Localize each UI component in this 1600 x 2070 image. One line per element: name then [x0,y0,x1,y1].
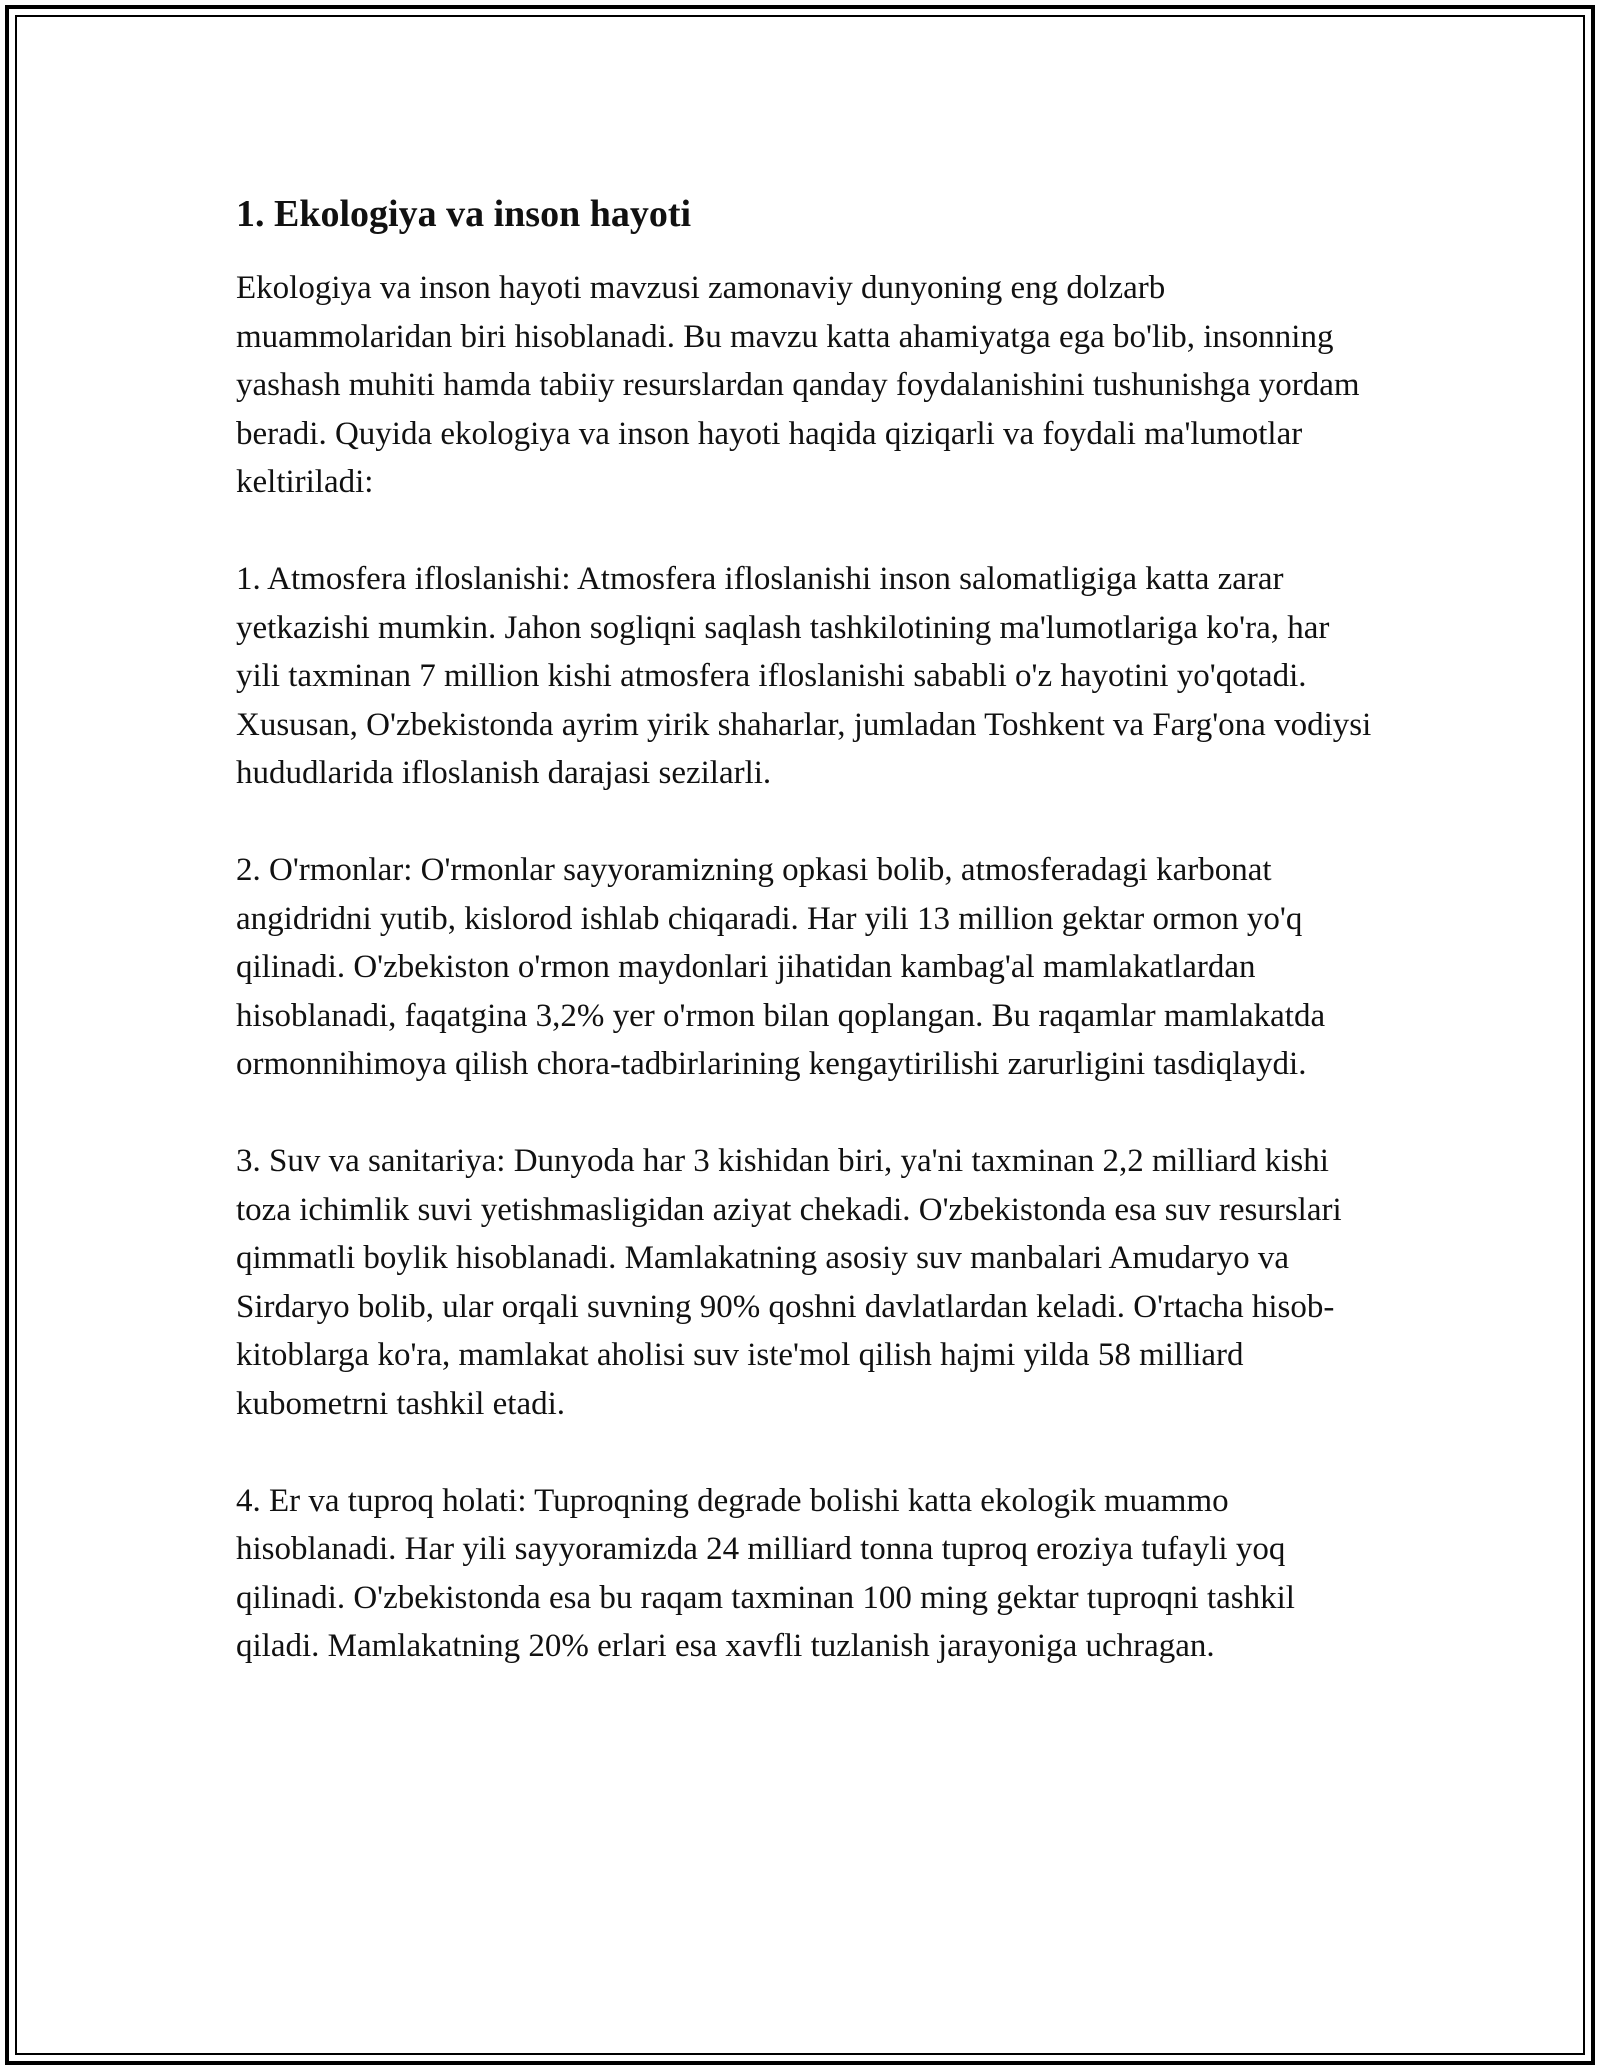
paragraph-forests: 2. O'rmonlar: O'rmonlar sayyoramizning opkasi bolib, atmosferadagi karbonat angidridni yutib, kislorod ishlab chiqaradi. Har yili 13 million gektar ormon yo'q qilinadi. O'zbekiston o'rmon maydonlari jihatidan kambag'al mamlakatlardan hisoblanadi, faqatgina 3,2% yer o'rmon bilan qoplangan. Bu raqamlar mamlakatda ormonnihimoya qilish chora-tadbirlarining kengaytirilishi zarurligini tasdiqlaydi. [236,852,1326,1082]
document-title: 1. Ekologiya va inson hayoti [236,193,692,235]
intro-paragraph: Ekologiya va inson hayoti mavzusi zamonaviy dunyoning eng dolzarb muammolaridan biri hisoblanadi. Bu mavzu katta ahamiyatga ega bo'lib, insonning yashash muhiti hamda tabiiy resurslardan qanday foydalanishini tushunishga yordam beradi. Quyida ekologiya va inson hayoti haqida qiziqarli va foydali ma'lumotlar keltiriladi: [236,270,1360,500]
paragraph-water-sanitation: 3. Suv va sanitariya: Dunyoda har 3 kishidan biri, ya'ni taxminan 2,2 milliard kishi toza ichimlik suvi yetishmasligidan aziyat chekadi. O'zbekistonda esa suv resurslari qimmatli boylik hisoblanadi. Mamlakatning asosiy suv manbalari Amudaryo va Sirdaryo bolib, ular orqali suvning 90% qoshni davlatlardan keladi. O'rtacha hisob-kitoblarga ko'ra, mamlakat aholisi suv iste'mol qilish hajmi yilda 58 milliard kubometrni tashkil etadi. [236,1143,1342,1422]
document-body [236,186,1376,1671]
paragraph-land-soil: 4. Er va tuproq holati: Tuproqning degrade bolishi katta ekologik muammo hisoblanadi. Har yili sayyoramizda 24 milliard tonna tuproq eroziya tufayli yoq qilinadi. O'zbekistonda esa bu raqam taxminan 100 ming gektar tuproqni tashkil qiladi. Mamlakatning 20% erlari esa xavfli tuzlanish jarayoniga uchragan. [236,1482,1295,1664]
paragraph-atmosphere-pollution: 1. Atmosfera ifloslanishi: Atmosfera ifloslanishi inson salomatligiga katta zarar yetkazishi mumkin. Jahon sogliqni saqlash tashkilotining ma'lumotlariga ko'ra, har yili taxminan 7 million kishi atmosfera ifloslanishi sababli o'z hayotini yo'qotadi. Xususan, O'zbekistonda ayrim yirik shaharlar, jumladan Toshkent va Farg'ona vodiysi hududlarida ifloslanish darajasi sezilarli. [236,561,1372,791]
